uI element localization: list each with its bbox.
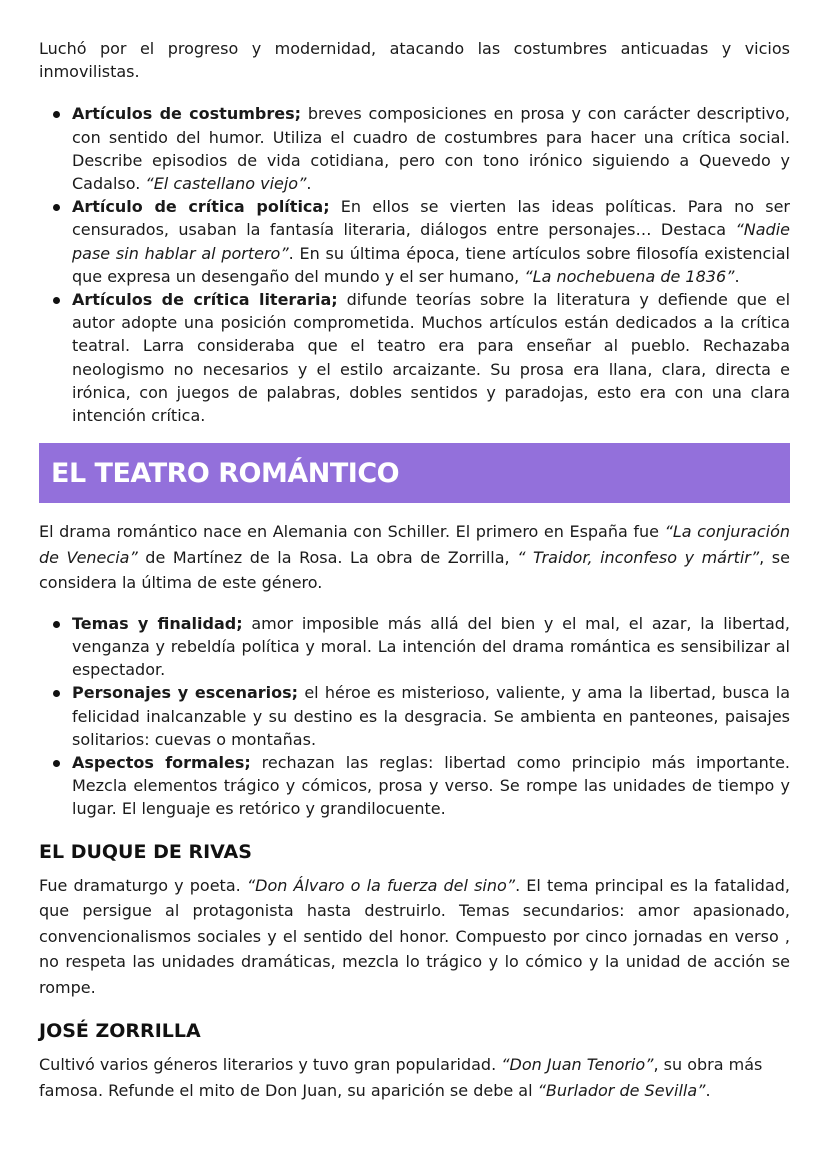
intro-paragraph: Luchó por el progreso y modernidad, atacando las costumbres anticuadas y vicios inmovilistas.	[39, 39, 790, 82]
page-content	[39, 37, 790, 1103]
rivas-heading: EL DUQUE DE RIVAS	[39, 840, 252, 863]
section-banner	[39, 443, 790, 503]
list-item: Artículos de crítica literaria; difunde teorías sobre la literatura y defiende que el autor adopte una posición comprometida. Muchos artículos están dedicados a la crítica teatral. Larra consideraba que el teatro era para enseñar al pueblo. Rechazaba neologismo no necesarios y el estilo arcaizante. Su prosa era llana, clara, directa e irónica, con juegos de palabras, dobles sentidos y paradojas, esto era con una clara intención crítica.	[39, 288, 790, 427]
features-list	[39, 612, 790, 821]
list-item: Aspectos formales; rechazan las reglas: libertad como principio más importante. Mezcla elementos trágico y cómicos, prosa y verso. Se rompe las unidades de tiempo y lugar. El lenguaje es retórico y grandilocuente.	[39, 751, 790, 821]
list-item: Personajes y escenarios; el héroe es misterioso, valiente, y ama la libertad, busca la felicidad inalcanzable y su destino es la desgracia. Se ambienta en panteones, paisajes solitarios: cuevas o montañas.	[39, 681, 790, 751]
list-item: Temas y finalidad; amor imposible más allá del bien y el mal, el azar, la libertad, venganza y rebeldía política y moral. La intención del drama romántica es sensibilizar al espectador.	[39, 612, 790, 682]
list-item: Artículo de crítica política; En ellos se vierten las ideas políticas. Para no ser censurados, usaban la fantasía literaria, diálogos entre personajes… Destaca “Nadie pase sin hablar al portero”. En su última época, tiene artículos sobre filosofía existencial que expresa un desengaño del mundo y el ser humano, “La nochebuena de 1836”.	[39, 195, 790, 288]
rivas-paragraph: Fue dramaturgo y poeta. “Don Álvaro o la fuerza del sino”. El tema principal es la fatalidad, que persigue al protagonista hasta destruirlo. Temas secundarios: amor apasionado, convencionalismos sociales y el sentido del honor. Compuesto por cinco jornadas en verso , no respeta las unidades dramáticas, mezcla lo trágico y lo cómico y la unidad de acción se rompe.	[39, 875, 791, 997]
zorrilla-paragraph: Cultivó varios géneros literarios y tuvo gran popularidad. “Don Juan Tenorio”, su obra más famosa. Refunde el mito de Don Juan, su aparición se debe al “Burlador de Sevilla”.	[39, 1055, 763, 1100]
section-intro-paragraph: El drama romántico nace en Alemania con Schiller. El primero en España fue “La conjuración de Venecia” de Martínez de la Rosa. La obra de Zorrilla, “ Traidor, inconfeso y mártir”, se considera la última de este género.	[39, 522, 790, 593]
list-item: Artículos de costumbres; breves composiciones en prosa y con carácter descriptivo, con sentido del humor. Utiliza el cuadro de costumbres para hacer una crítica social. Describe episodios de vida cotidiana, pero con tono irónico siguiendo a Quevedo y Cadalso. “El castellano viejo”.	[39, 102, 790, 195]
articles-list	[39, 102, 790, 427]
section-title: EL TEATRO ROMÁNTICO	[51, 457, 400, 489]
zorrilla-heading: JOSÉ ZORRILLA	[39, 1020, 201, 1043]
